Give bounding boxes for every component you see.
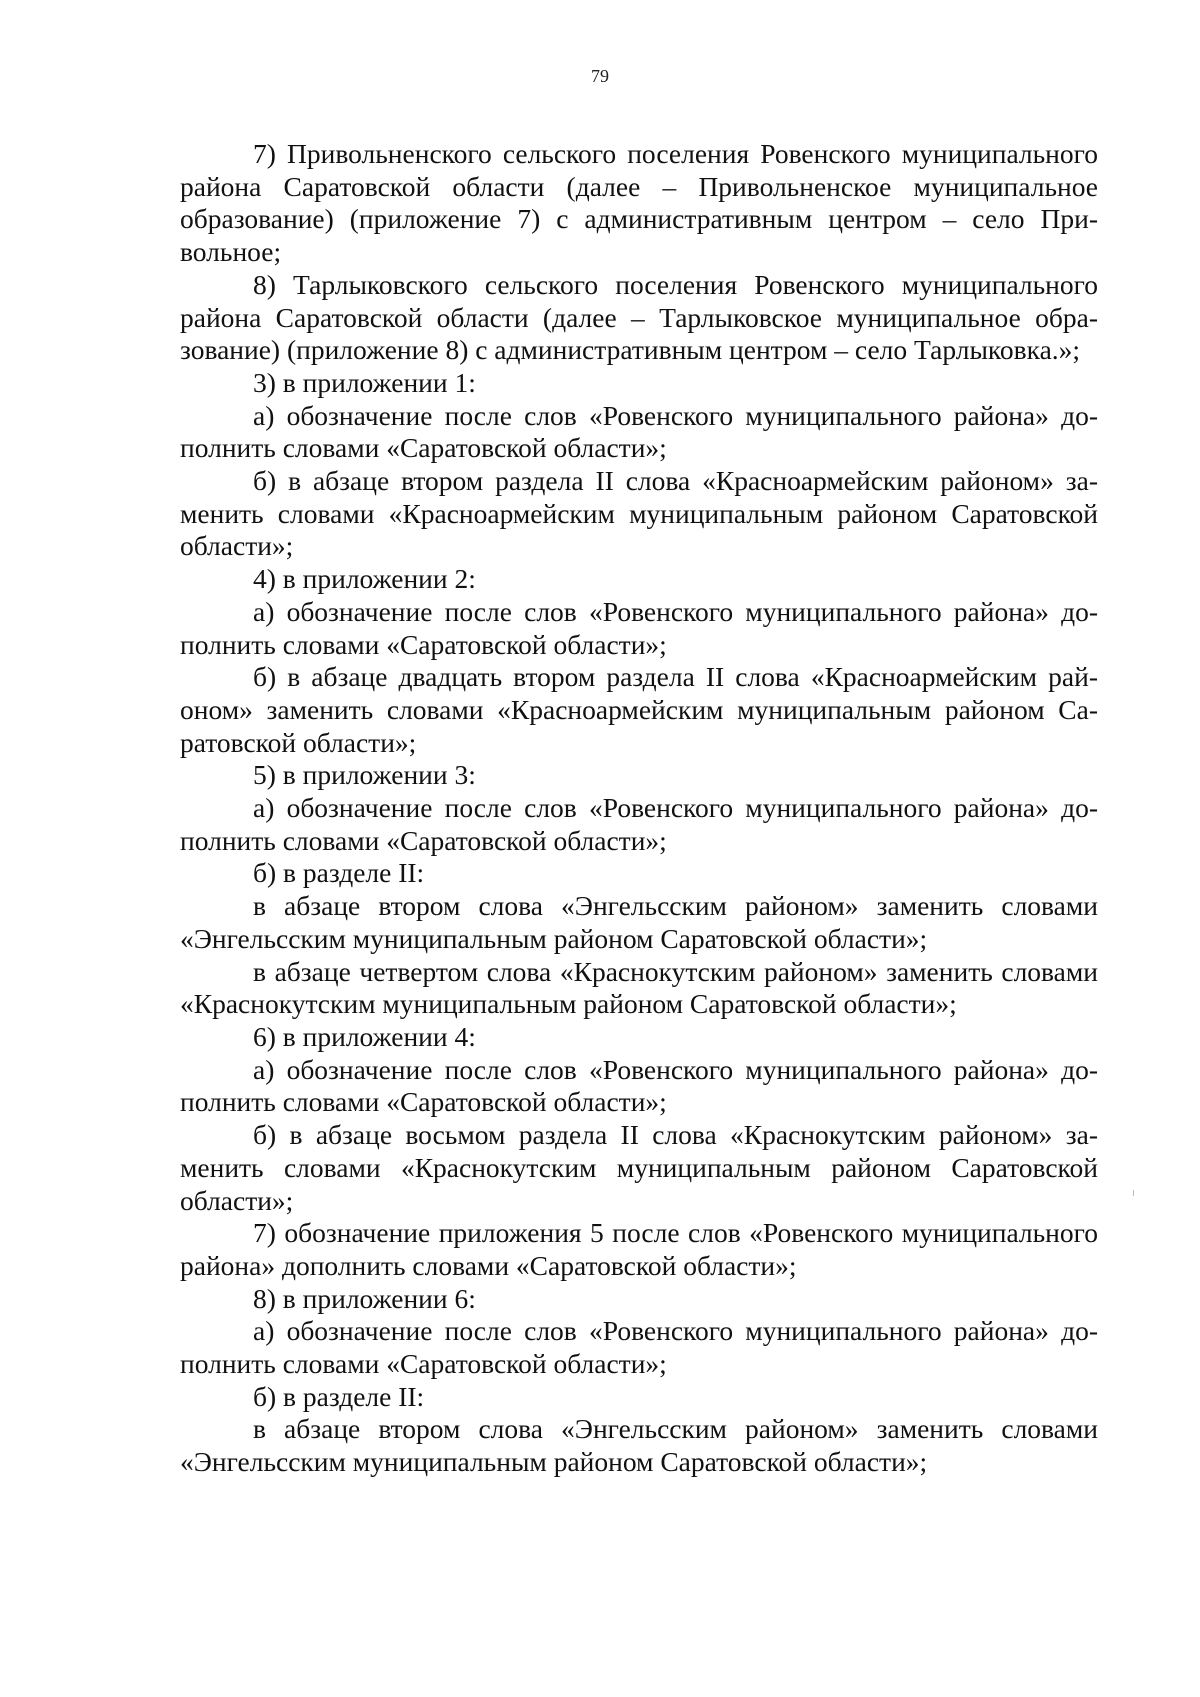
paragraph: а) обозначение после слов «Ровенского муниципального района» дополнить словами «Саратовской области»; [180,1315,1098,1380]
paragraph: в абзаце втором слова «Энгельсским районом» заменить словами «Энгельсским муниципальным районом Саратовской области»; [180,890,1098,954]
paragraph: б) в абзаце втором раздела II слова «Красноармейским районом» заменить словами «Красноармейским муниципальным районом Саратовской области»; [180,465,1098,562]
paragraph: 8) Тарлыковского сельского поселения Ровенского муниципального района Саратовской области (далее – Тарлыковское муниципальное образование) (приложение 8) с административным центром – село Тарлыковка.»; [180,268,1098,366]
paragraph: 5) в приложении 3: [253,759,476,791]
paragraph: а) обозначение после слов «Ровенского муниципального района» дополнить словами «Саратовской области»; [180,595,1098,660]
page-number: 79 [591,66,609,86]
paragraph: б) в абзаце двадцать втором раздела II слова «Красноармейским районом» заменить словами «Красноармейским муниципальным районом Саратовской области»; [180,661,1098,758]
paragraph: 4) в приложении 2: [253,563,476,595]
paragraph: а) обозначение после слов «Ровенского муниципального района» дополнить словами «Саратовской области»; [180,792,1098,856]
paragraph: 6) в приложении 4: [253,1020,476,1052]
paragraph: б) в разделе II: [253,857,425,889]
paragraph: 3) в приложении 1: [253,366,476,398]
paragraph: в абзаце четвертом слова «Краснокутским районом» заменить словами «Краснокутским муниципальным районом Саратовской области»; [180,955,1098,1020]
paragraph: в абзаце втором слова «Энгельсским районом» заменить словами «Энгельсским муниципальным районом Саратовской области»; [180,1413,1098,1478]
paragraph: б) в абзаце восьмом раздела II слова «Краснокутским районом» заменить словами «Краснокутским муниципальным районом Саратовской области»; [180,1119,1098,1216]
document-body [180,138,1098,1479]
paragraph: б) в разделе II: [253,1380,425,1412]
scan-mark [1133,1190,1134,1196]
paragraph: 7) обозначение приложения 5 после слов «Ровенского муниципального района» дополнить словами «Саратовской области»; [180,1217,1098,1281]
paragraph: а) обозначение после слов «Ровенского муниципального района» дополнить словами «Саратовской области»; [180,1053,1098,1118]
paragraph: 8) в приложении 6: [253,1282,476,1314]
paragraph: 7) Привольненского сельского поселения Ровенского муниципального района Саратовской области (далее – Привольненское муниципальное образование) (приложение 7) с административным центром – село Привольное; [180,138,1098,268]
paragraph: а) обозначение после слов «Ровенского муниципального района» дополнить словами «Саратовской области»; [180,399,1098,464]
